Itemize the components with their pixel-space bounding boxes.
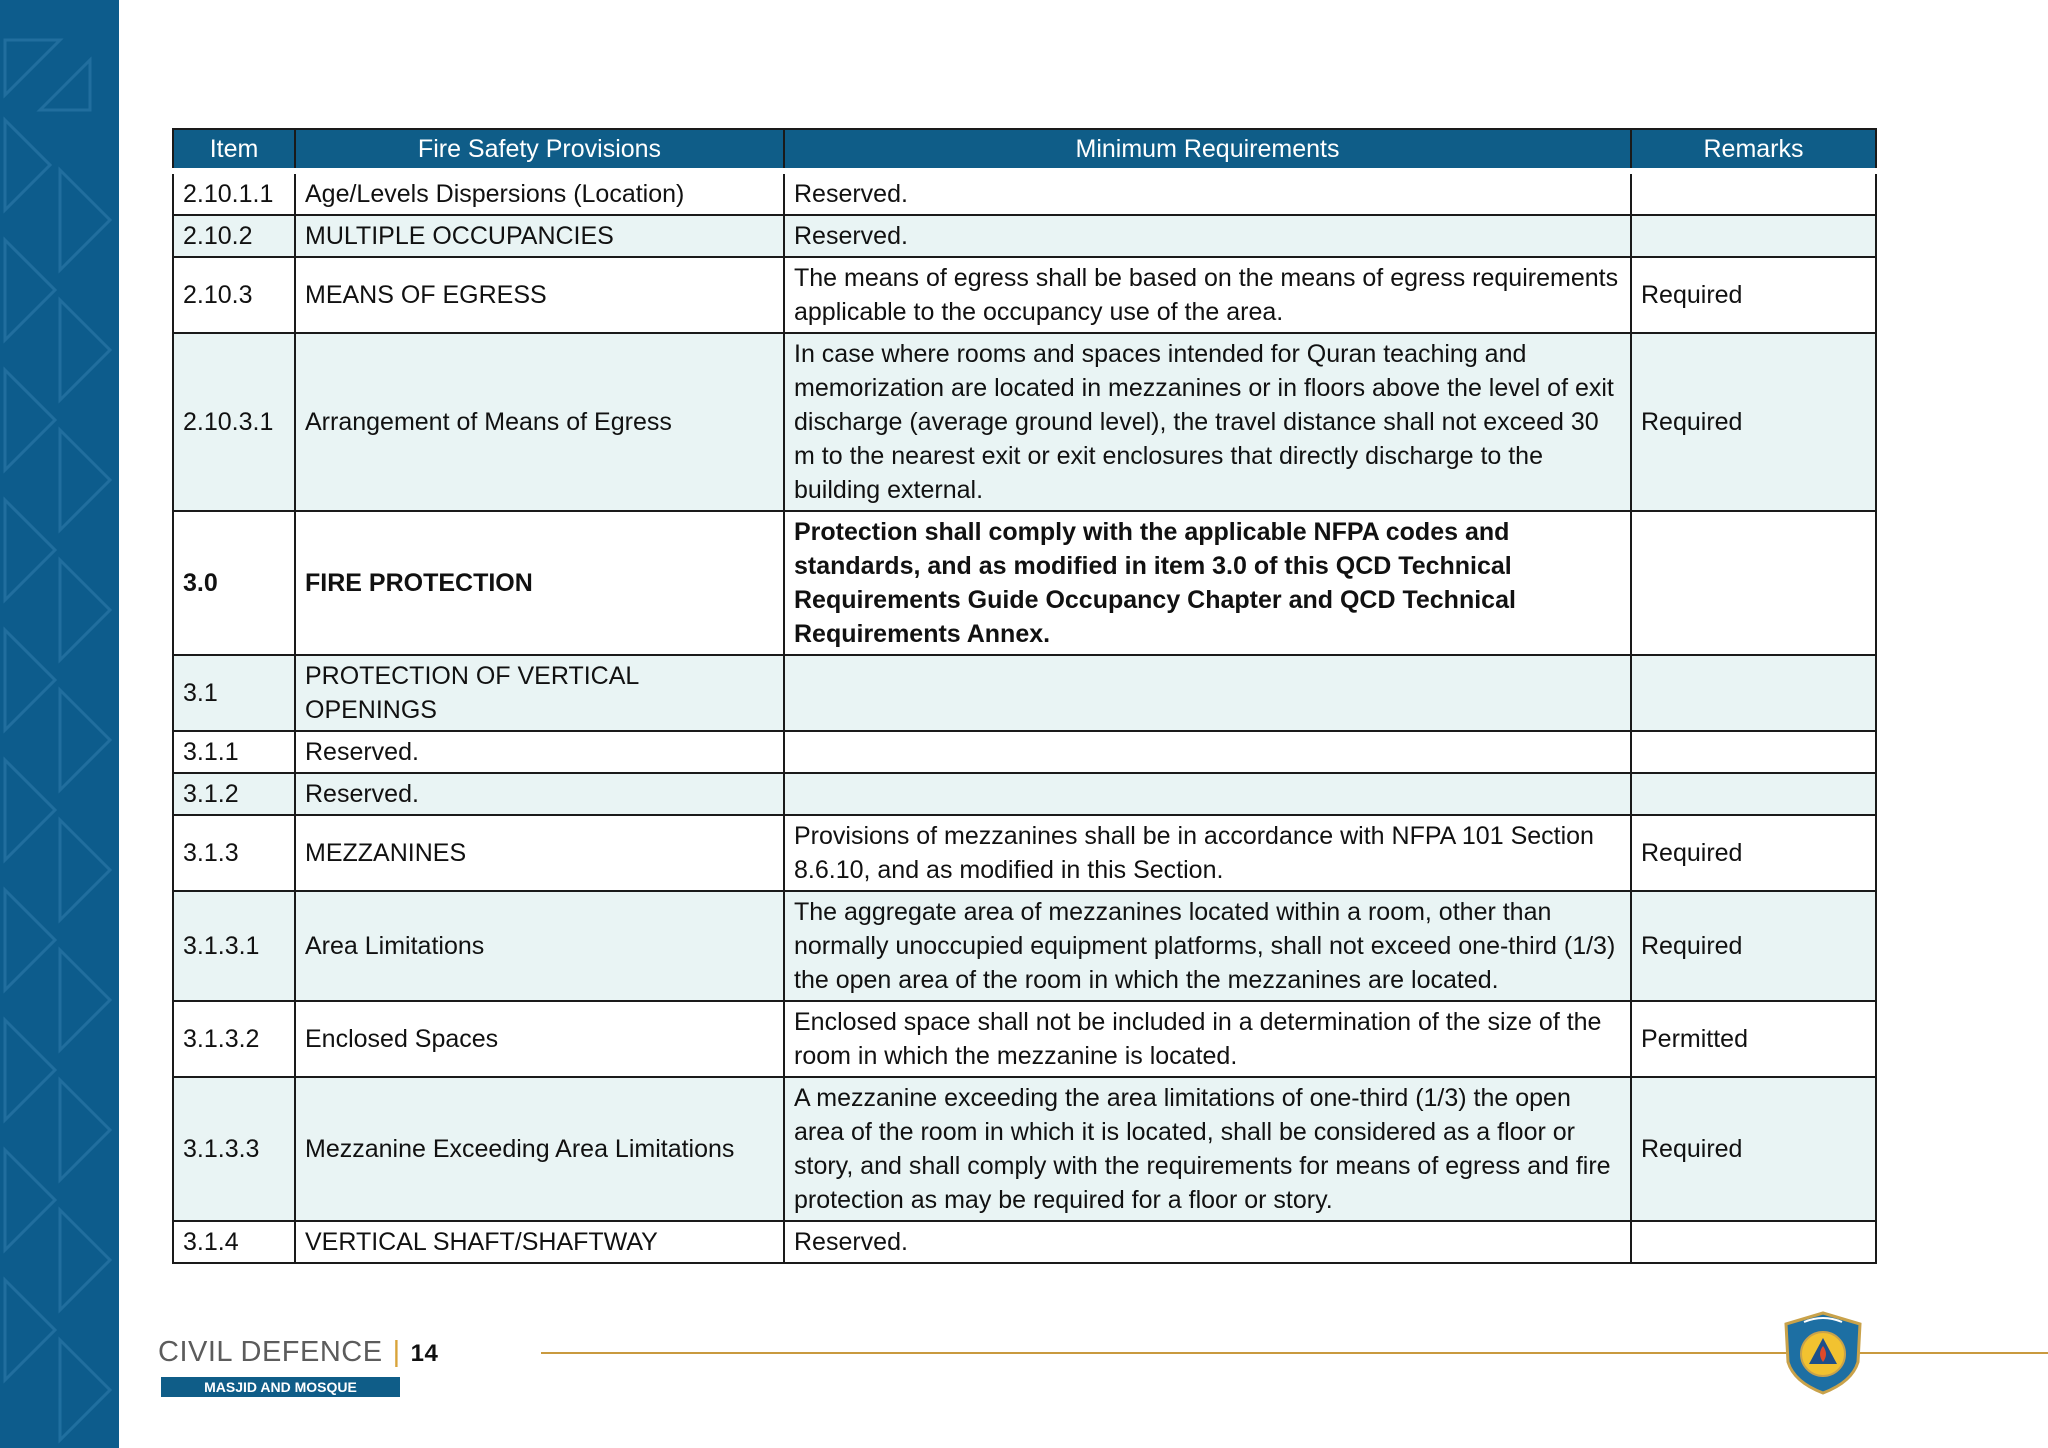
cell-remarks [1631,1221,1876,1263]
cell-requirement: Enclosed space shall not be included in a determination of the size of the room in which the mezzanine is located. [784,1001,1631,1077]
table-row [173,257,1876,333]
cell-remarks: Required [1631,891,1876,1001]
cell-requirement: In case where rooms and spaces intended for Quran teaching and memorization are located in mezzanines or in floors above the level of exit discharge (average ground level), the travel distance shall not exceed 30 m to the nearest exit or exit enclosures that directly discharge to the building external. [784,333,1631,511]
cell-provision: FIRE PROTECTION [295,511,784,655]
table-row [173,215,1876,257]
cell-provision: Reserved. [295,773,784,815]
cell-provision: MULTIPLE OCCUPANCIES [295,215,784,257]
cell-item: 3.1.3.3 [173,1077,295,1221]
side-decor-band [0,0,119,1448]
cell-provision: MEANS OF EGRESS [295,257,784,333]
cell-item: 2.10.3 [173,257,295,333]
cell-item: 2.10.1.1 [173,171,295,215]
cell-requirement: The aggregate area of mezzanines located within a room, other than normally unoccupied equipment platforms, shall not exceed one-third (1/3) the open area of the room in which the mezzanines are located. [784,891,1631,1001]
cell-remarks [1631,511,1876,655]
cell-remarks: Permitted [1631,1001,1876,1077]
footer-brand [158,1336,438,1369]
table-row [173,1077,1876,1221]
cell-requirement: Provisions of mezzanines shall be in accordance with NFPA 101 Section 8.6.10, and as modified in this Section. [784,815,1631,891]
cell-requirement [784,731,1631,773]
cell-remarks [1631,171,1876,215]
cell-remarks [1631,731,1876,773]
table-header-row [173,129,1876,171]
cell-provision: Enclosed Spaces [295,1001,784,1077]
cell-item: 3.1.3 [173,815,295,891]
table-row [173,1001,1876,1077]
cell-remarks: Required [1631,333,1876,511]
cell-item: 3.1.2 [173,773,295,815]
cell-item: 3.0 [173,511,295,655]
cell-provision: Mezzanine Exceeding Area Limitations [295,1077,784,1221]
cell-requirement: Reserved. [784,1221,1631,1263]
cell-item: 3.1 [173,655,295,731]
cell-item: 3.1.4 [173,1221,295,1263]
cell-requirement: Reserved. [784,215,1631,257]
cell-item: 2.10.2 [173,215,295,257]
cell-requirement: A mezzanine exceeding the area limitations of one-third (1/3) the open area of the room in which it is located, shall be considered as a floor or story, and shall comply with the requirements for means of egress and fire protection as may be required for a floor or story. [784,1077,1631,1221]
cell-provision: MEZZANINES [295,815,784,891]
footer-subtitle: MASJID AND MOSQUE [161,1377,400,1397]
cell-provision: Area Limitations [295,891,784,1001]
table-row [173,171,1876,215]
cell-remarks: Required [1631,1077,1876,1221]
table-row [173,511,1876,655]
cell-remarks [1631,215,1876,257]
civil-defence-emblem-icon [1780,1310,1866,1396]
page-number: 14 [410,1340,439,1367]
cell-remarks: Required [1631,815,1876,891]
table-row [173,1221,1876,1263]
header-provisions: Fire Safety Provisions [295,129,784,171]
cell-remarks [1631,655,1876,731]
header-item: Item [173,129,295,171]
cell-remarks [1631,773,1876,815]
cell-requirement: Protection shall comply with the applicable NFPA codes and standards, and as modified in item 3.0 of this QCD Technical Requirements Guide Occupancy Chapter and QCD Technical Requirements Annex. [784,511,1631,655]
header-requirements: Minimum Requirements [784,129,1631,171]
table-row [173,333,1876,511]
cell-requirement [784,655,1631,731]
cell-remarks: Required [1631,257,1876,333]
triangle-pattern [0,0,119,1448]
header-remarks: Remarks [1631,129,1876,171]
table-row [173,773,1876,815]
requirements-table [172,128,1877,1264]
table-row [173,731,1876,773]
table-row [173,655,1876,731]
cell-requirement: The means of egress shall be based on the means of egress requirements applicable to the occupancy use of the area. [784,257,1631,333]
cell-item: 3.1.1 [173,731,295,773]
brand-separator: | [392,1336,401,1368]
cell-provision: Reserved. [295,731,784,773]
brand-name: CIVIL DEFENCE [158,1336,383,1368]
cell-provision: Age/Levels Dispersions (Location) [295,171,784,215]
cell-item: 2.10.3.1 [173,333,295,511]
cell-provision: Arrangement of Means of Egress [295,333,784,511]
cell-requirement: Reserved. [784,171,1631,215]
table-row [173,891,1876,1001]
cell-provision: VERTICAL SHAFT/SHAFTWAY [295,1221,784,1263]
table-row [173,815,1876,891]
cell-provision: PROTECTION OF VERTICAL OPENINGS [295,655,784,731]
cell-item: 3.1.3.2 [173,1001,295,1077]
cell-item: 3.1.3.1 [173,891,295,1001]
cell-requirement [784,773,1631,815]
